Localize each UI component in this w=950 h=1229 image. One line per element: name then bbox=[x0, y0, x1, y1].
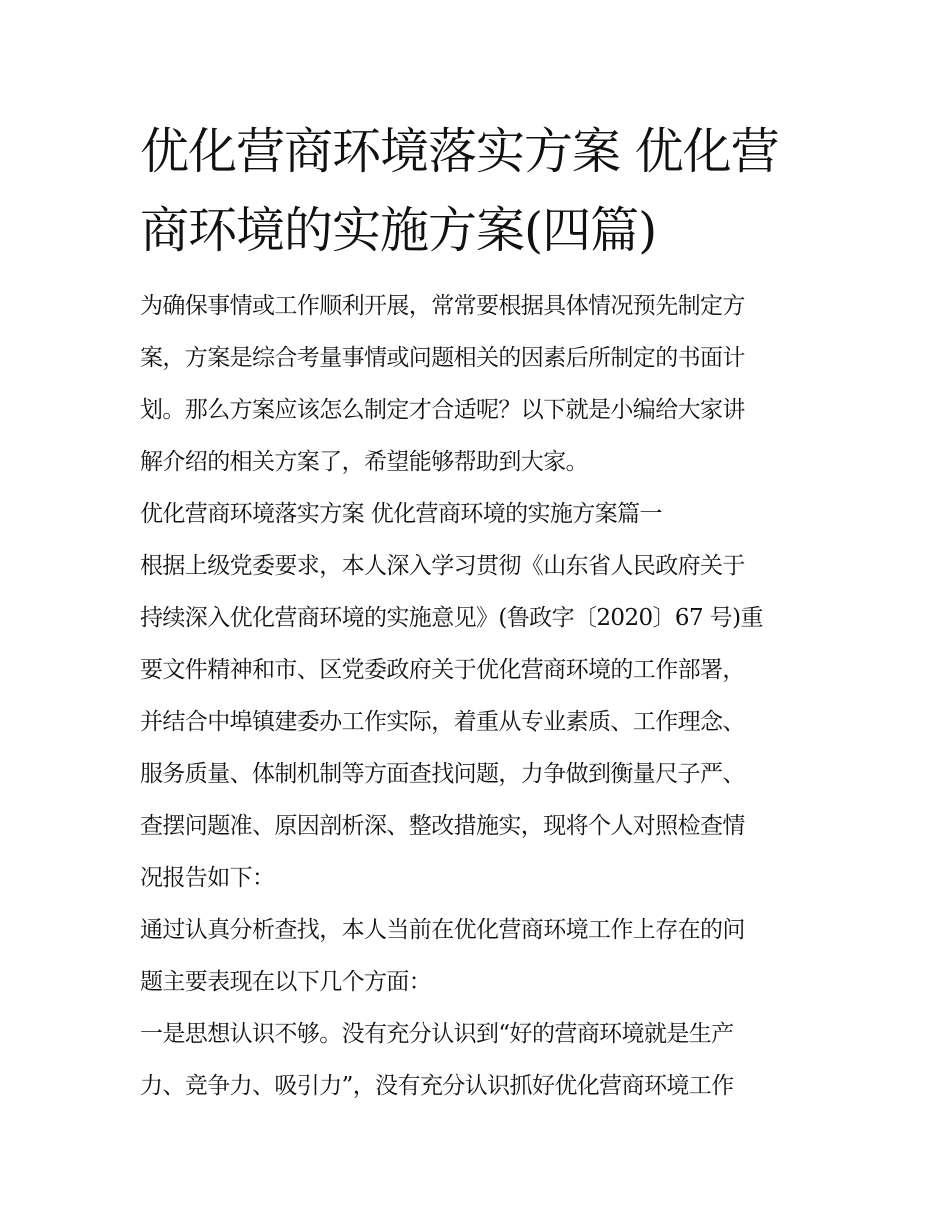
body-line: 一是思想认识不够。没有充分认识到“好的营商环境就是生产 bbox=[140, 1021, 734, 1047]
body-line: 解介绍的相关方案了，希望能够帮助到大家。 bbox=[140, 449, 589, 475]
document-title bbox=[140, 112, 820, 270]
body-line: 根据上级党委要求，本人深入学习贯彻《山东省人民政府关于 bbox=[140, 553, 745, 579]
document-body bbox=[140, 280, 820, 1112]
title-line: 商环境的实施方案(四篇) bbox=[140, 202, 657, 259]
body-line: 要文件精神和市、区党委政府关于优化营商环境的工作部署， bbox=[140, 657, 745, 683]
body-line: 案，方案是综合考量事情或问题相关的因素后所制定的书面计 bbox=[140, 345, 745, 371]
body-line: 为确保事情或工作顺利开展，常常要根据具体情况预先制定方 bbox=[140, 293, 745, 319]
section-heading-line: 优化营商环境落实方案 优化营商环境的实施方案篇一 bbox=[140, 501, 662, 527]
body-line: 划。那么方案应该怎么制定才合适呢？以下就是小编给大家讲 bbox=[140, 397, 745, 423]
body-line: 况报告如下： bbox=[140, 865, 275, 891]
body-line: 并结合中埠镇建委办工作实际，着重从专业素质、工作理念、 bbox=[140, 709, 745, 735]
body-line: 通过认真分析查找，本人当前在优化营商环境工作上存在的问 bbox=[140, 917, 745, 943]
body-line: 持续深入优化营商环境的实施意见》(鲁政字〔2020〕67 号)重 bbox=[140, 605, 763, 631]
title-line: 优化营商环境落实方案 优化营 bbox=[140, 123, 779, 180]
body-line: 题主要表现在以下几个方面： bbox=[140, 969, 432, 995]
body-line: 服务质量、体制机制等方面查找问题，力争做到衡量尺子严、 bbox=[140, 761, 745, 787]
body-line: 力、竞争力、吸引力”，没有充分认识抓好优化营商环境工作 bbox=[140, 1073, 734, 1099]
body-line: 查摆问题准、原因剖析深、整改措施实，现将个人对照检查情 bbox=[140, 813, 745, 839]
